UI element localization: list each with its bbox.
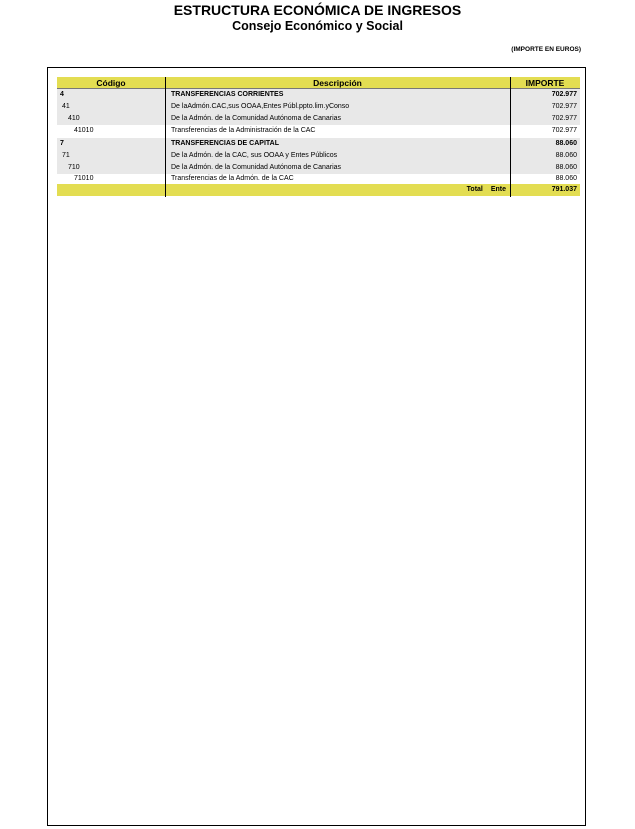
row-code: 710 <box>68 164 80 171</box>
row-description: De la Admón. de la CAC, sus OOAA y Entes Públicos <box>171 152 338 159</box>
row-description: Transferencias de la Admón. de la CAC <box>171 175 294 182</box>
table-row <box>57 113 580 125</box>
row-amount: 88.060 <box>555 140 577 147</box>
row-code: 71 <box>62 152 70 159</box>
row-description: De la Admón. de la Comunidad Autónoma de Canarias <box>171 115 342 122</box>
row-description: De la Admón. de la Comunidad Autónoma de Canarias <box>171 164 342 171</box>
row-amount: 702.977 <box>551 103 577 110</box>
row-amount: 88.060 <box>555 164 577 171</box>
row-description: De laAdmón.CAC,sus OOAA,Entes Públ.ppto.lim.yConso <box>171 103 350 110</box>
row-description: TRANSFERENCIAS DE CAPITAL <box>171 140 279 147</box>
row-amount: 88.060 <box>555 175 577 182</box>
table-row <box>57 125 580 137</box>
report-subtitle: Consejo Económico y Social <box>232 19 403 33</box>
report-title: ESTRUCTURA ECONÓMICA DE INGRESOS <box>173 2 462 18</box>
row-code: 41010 <box>74 127 94 134</box>
table-row <box>57 89 580 101</box>
table-row <box>57 138 580 150</box>
row-description: TRANSFERENCIAS CORRIENTES <box>171 91 284 98</box>
row-code: 71010 <box>74 175 94 182</box>
column-header-code: Código <box>96 78 126 88</box>
row-code: 41 <box>62 103 70 110</box>
column-header-description: Descripción <box>313 78 362 88</box>
row-amount: 702.977 <box>551 115 577 122</box>
column-header-amount: IMPORTE <box>525 78 565 88</box>
total-code-cell <box>57 184 165 196</box>
row-code: 410 <box>68 115 80 122</box>
row-code: 4 <box>60 91 64 98</box>
column-divider-1 <box>165 77 166 197</box>
row-description: Transferencias de la Administración de la CAC <box>171 127 316 134</box>
row-amount: 702.977 <box>551 127 577 134</box>
row-amount: 702.977 <box>551 91 577 98</box>
total-label: Total Ente <box>466 186 506 193</box>
column-divider-2 <box>510 77 511 197</box>
total-row <box>57 184 580 196</box>
total-amount: 791.037 <box>551 186 577 193</box>
table-row <box>57 101 580 113</box>
row-code: 7 <box>60 140 64 147</box>
row-amount: 88.060 <box>555 152 577 159</box>
header-divider <box>57 88 580 89</box>
table-row <box>57 150 580 162</box>
currency-note: (IMPORTE EN EUROS) <box>511 46 581 53</box>
